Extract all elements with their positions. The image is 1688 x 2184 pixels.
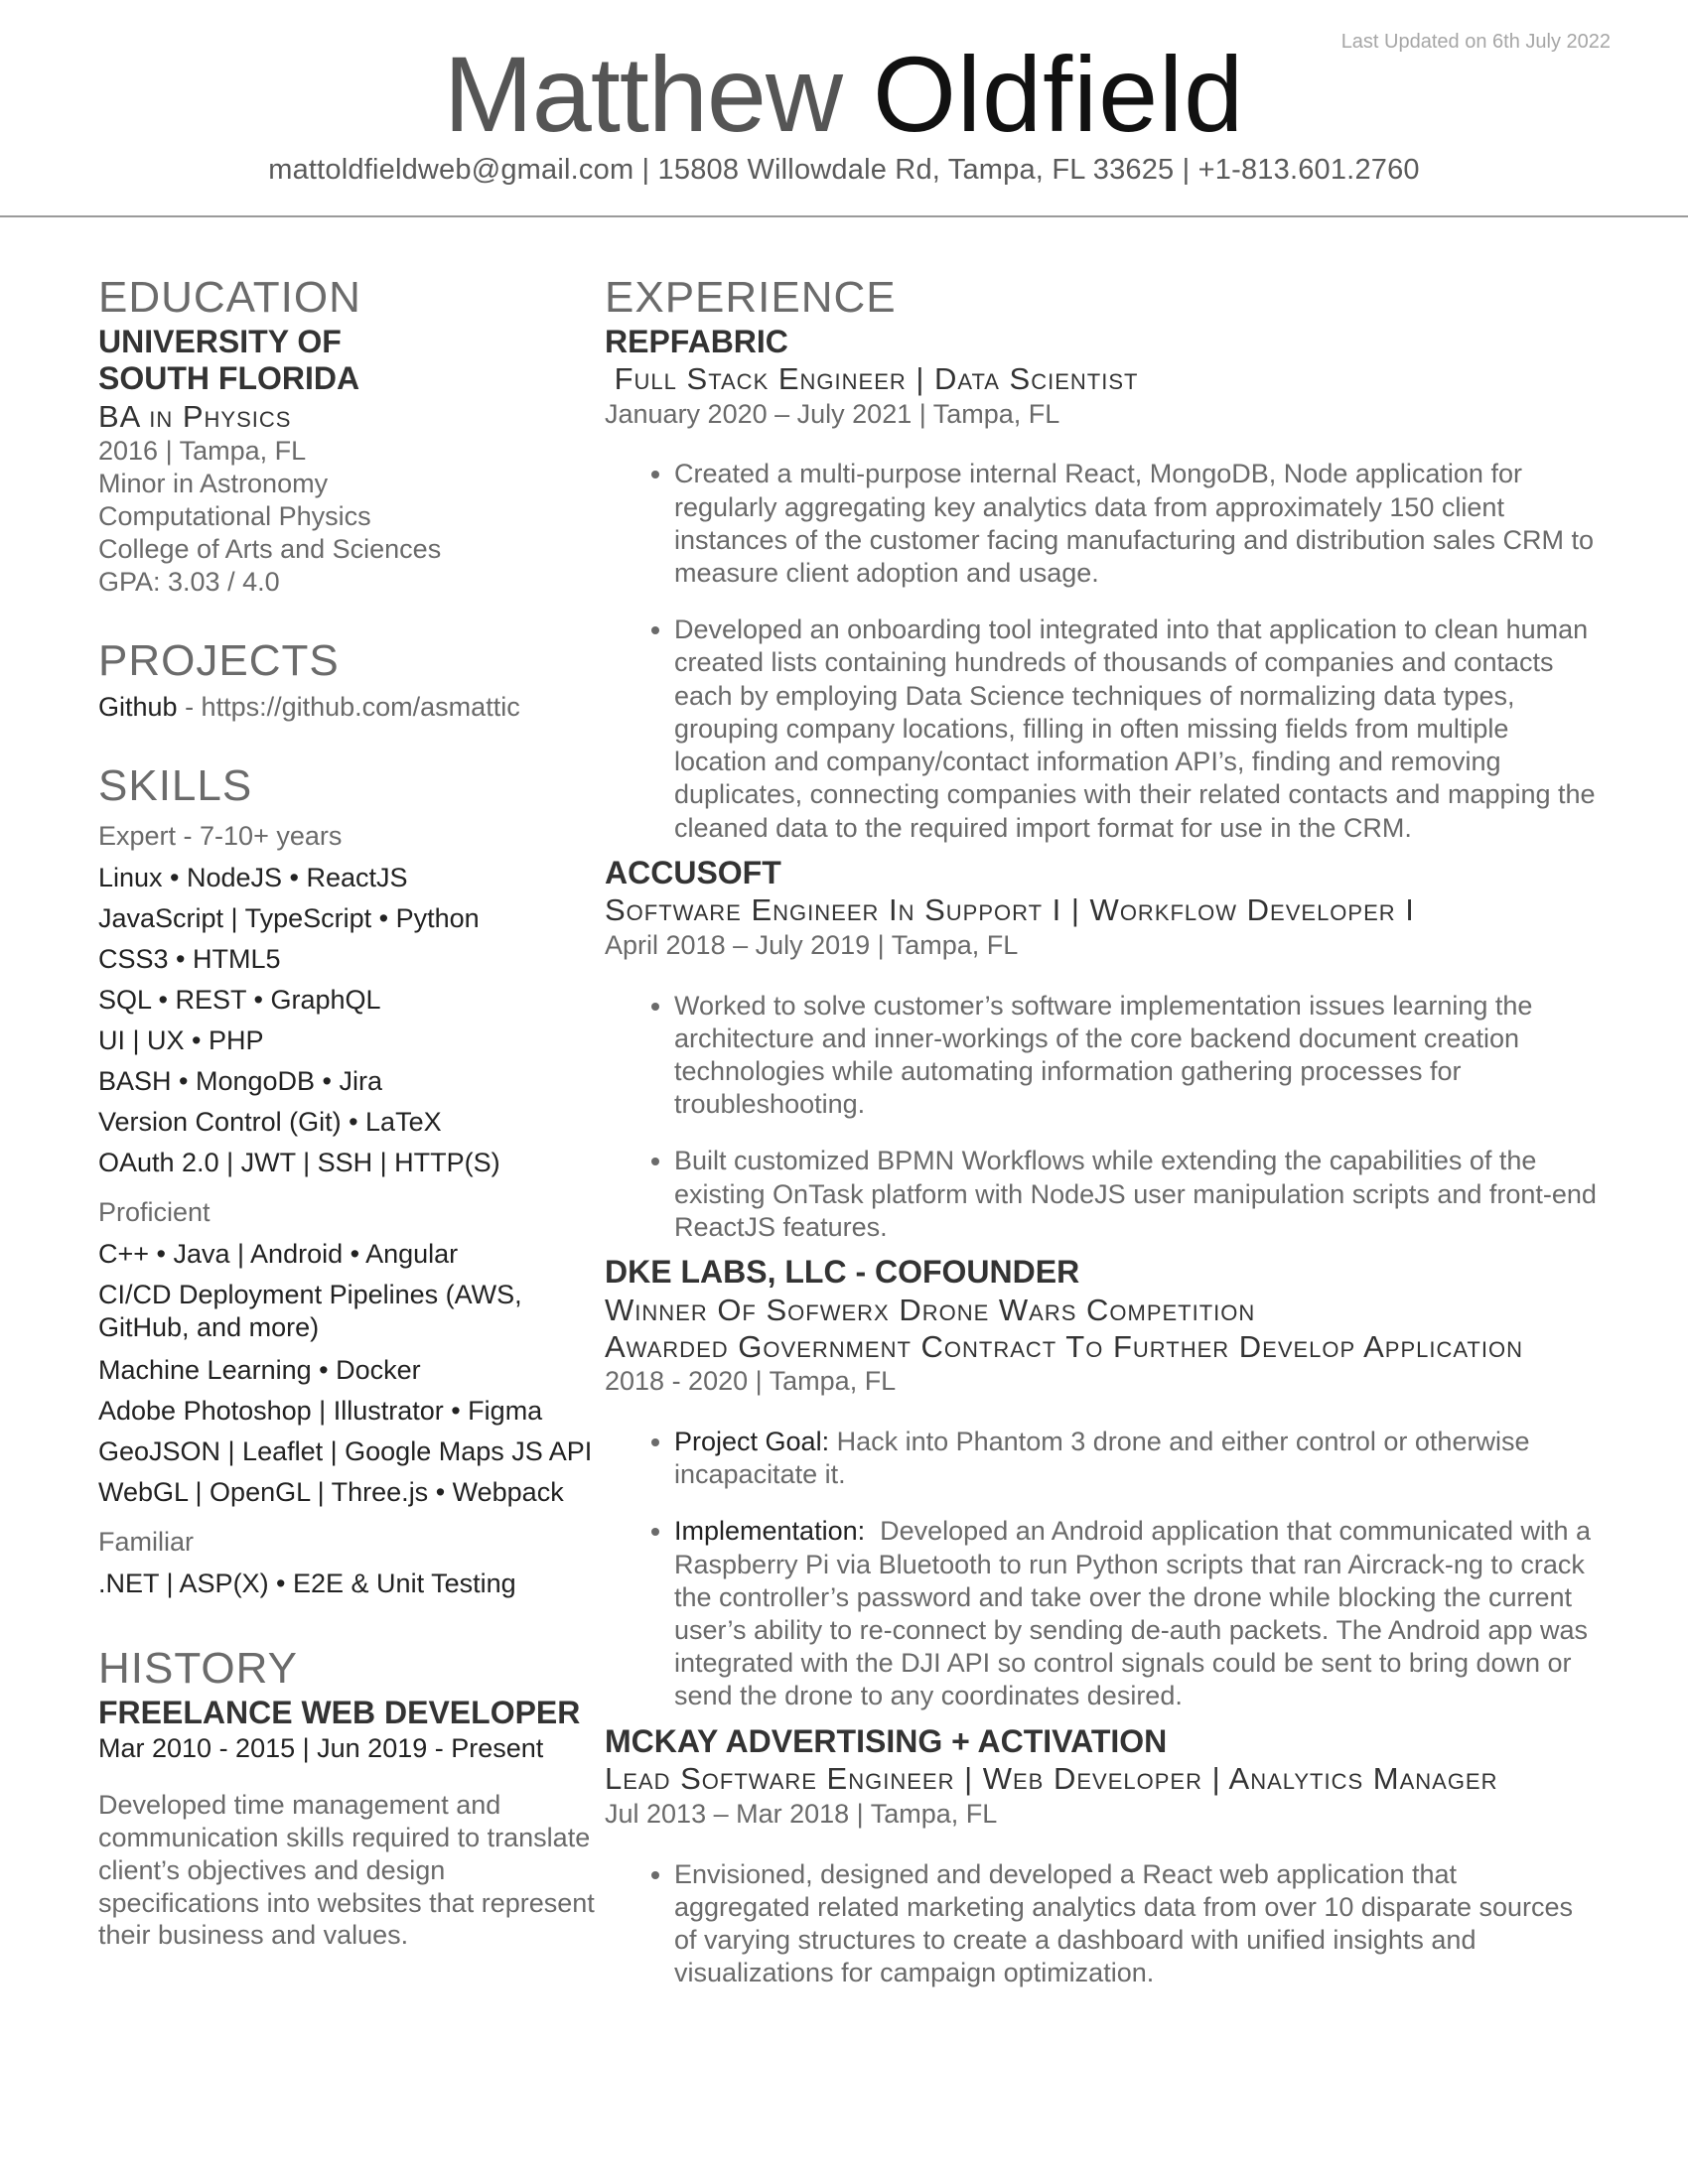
history-role: FREELANCE WEB DEVELOPER: [98, 1695, 581, 1730]
company-name: REPFABRIC: [605, 323, 788, 359]
last-name: Oldfield: [873, 34, 1245, 154]
first-name: Matthew: [443, 34, 842, 154]
list-item: [674, 1145, 1598, 1244]
school-name-line2: SOUTH FLORIDA: [98, 360, 360, 397]
job-mckay: [605, 1723, 1598, 1990]
list-item: [674, 990, 1598, 1122]
company-name: ACCUSOFT: [605, 854, 781, 890]
history-dates: Mar 2010 - 2015 | Jun 2019 - Present: [98, 1732, 544, 1763]
github-line: [98, 691, 595, 724]
bullet-text: Envisioned, designed and developed a React web application that aggregated related marketing analytics data from over 10 disparate sources of varying structures to create a dashboard with unified insights and visualizations for campaign optimization.: [674, 1858, 1574, 1988]
bullet-label: Implementation:: [674, 1516, 866, 1547]
job-dates: January 2020 – July 2021 | Tampa, FL: [605, 398, 1060, 429]
bullet-text: Hack into Phantom 3 drone and either control or otherwise incapacitate it.: [674, 1427, 1537, 1490]
skill-line: Adobe Photoshop | Illustrator • Figma: [98, 1396, 543, 1427]
job-accusoft: [605, 855, 1598, 1244]
skill-line: Linux • NodeJS • ReactJS: [98, 863, 408, 893]
list-item: [674, 1858, 1598, 1990]
education-detail: Minor in Astronomy: [98, 469, 329, 499]
bullet-text: Worked to solve customer’s software implementation issues learning the architecture and inner-workings of the core backend document creation technologies while automating information gathering processes for troubleshooting.: [674, 990, 1533, 1120]
right-column: [605, 273, 1598, 2013]
skill-line: JavaScript | TypeScript • Python: [98, 903, 480, 934]
school-name-line1: UNIVERSITY OF: [98, 323, 342, 359]
skill-line: SQL • REST • GraphQL: [98, 985, 381, 1016]
education-section: [98, 273, 595, 599]
list-item: [674, 1515, 1598, 1712]
education-detail: 2016 | Tampa, FL: [98, 436, 307, 467]
skills-expert-label: Expert - 7-10+ years: [98, 821, 343, 852]
skill-line: OAuth 2.0 | JWT | SSH | HTTP(S): [98, 1148, 500, 1178]
skill-line: UI | UX • PHP: [98, 1025, 264, 1056]
bullet-text: Developed an Android application that communicated with a Raspberry Pi via Bluetooth to run Python scripts that ran Aircrack-ng to crack the controller’s password and take over the drone while blocking the current user’s ability to re-connect by sending de-auth packets. The Android app was integrated with the DJI API so control signals could be sent to bring down or send the drone to any coordinates desired.: [674, 1516, 1599, 1711]
resume-header: [0, 34, 1688, 187]
skill-line: C++ • Java | Android • Angular: [98, 1239, 459, 1270]
bullet-text: Developed an onboarding tool integrated into that application to clean human created lists containing hundreds of thousands of companies and contacts each by employing Data Science techniques of normalizing data types, grouping company locations, filling in often missing fields from multiple location and company/contact information API’s, finding and removing duplicates, connecting companies with their related contacts and mapping the cleaned data to the required import format for use in the CRM.: [674, 614, 1596, 843]
skill-line: GeoJSON | Leaflet | Google Maps JS API: [98, 1436, 593, 1467]
bullet-text: Built customized BPMN Workflows while extending the capabilities of the existing OnTask platform with NodeJS user manipulation scripts and front-end ReactJS features.: [674, 1146, 1597, 1242]
job-dke-labs: [605, 1254, 1598, 1713]
projects-title: PROJECTS: [98, 635, 340, 685]
job-role: Awarded Government Contract To Further Develop Application: [605, 1328, 1523, 1364]
experience-title: EXPERIENCE: [605, 273, 897, 322]
bullet-text: Created a multi-purpose internal React, MongoDB, Node application for regularly aggregating key analytics data from approximately 150 client instances of the customer facing manufacturing and distribution sales CRM to measure client adoption and usage.: [674, 459, 1594, 589]
last-updated: Last Updated on 6th July 2022: [1340, 31, 1611, 53]
skill-line: CI/CD Deployment Pipelines (AWS, GitHub, and more): [98, 1280, 522, 1343]
history-description: Developed time management and communication skills required to translate client’s objectives and design specifications into websites that represent their business and values.: [98, 1789, 595, 1951]
list-item: [674, 458, 1598, 590]
github-link[interactable]: - https://github.com/asmattic: [177, 691, 520, 722]
education-detail: GPA: 3.03 / 4.0: [98, 567, 280, 598]
projects-section: [98, 636, 595, 724]
job-bullets: [605, 1426, 1598, 1713]
skill-line: WebGL | OpenGL | Three.js • Webpack: [98, 1477, 564, 1508]
header-divider: [0, 215, 1688, 217]
bullet-label: Project Goal:: [674, 1427, 830, 1457]
degree: BA in Physics: [98, 399, 292, 435]
job-dates: Jul 2013 – Mar 2018 | Tampa, FL: [605, 1798, 998, 1829]
job-bullets: [605, 1858, 1598, 1990]
company-name: DKE LABS, LLC - COFOUNDER: [605, 1254, 1080, 1290]
full-name: [0, 34, 1688, 154]
education-detail: College of Arts and Sciences: [98, 534, 442, 565]
education-title: EDUCATION: [98, 273, 361, 322]
job-repfabric: [605, 324, 1598, 845]
list-item: [674, 614, 1598, 844]
job-role: Winner Of Sofwerx Drone Wars Competition: [605, 1292, 1256, 1327]
left-column: [98, 273, 595, 1952]
skill-line: Version Control (Git) • LaTeX: [98, 1107, 442, 1138]
skills-proficient-label: Proficient: [98, 1197, 211, 1228]
history-section: [98, 1644, 595, 1952]
company-name: MCKAY ADVERTISING + ACTIVATION: [605, 1722, 1168, 1759]
job-bullets: [605, 990, 1598, 1244]
history-title: HISTORY: [98, 1644, 298, 1694]
skill-line: CSS3 • HTML5: [98, 944, 281, 975]
skill-line: .NET | ASP(X) • E2E & Unit Testing: [98, 1569, 516, 1599]
job-role: Full Stack Engineer | Data Scientist: [605, 361, 1139, 397]
skill-line: Machine Learning • Docker: [98, 1355, 421, 1386]
job-role: Software Engineer In Support I | Workflow Developer I: [605, 892, 1415, 928]
github-label: Github: [98, 691, 178, 722]
contact-line: mattoldfieldweb@gmail.com | 15808 Willowdale Rd, Tampa, FL 33625 | +1-813.601.2760: [268, 154, 1420, 187]
skills-section: [98, 761, 595, 1605]
job-dates: April 2018 – July 2019 | Tampa, FL: [605, 929, 1019, 960]
job-role: Lead Software Engineer | Web Developer | Analytics Manager: [605, 1761, 1498, 1797]
job-bullets: [605, 458, 1598, 844]
skills-title: SKILLS: [98, 760, 253, 810]
list-item: [674, 1426, 1598, 1491]
skill-line: BASH • MongoDB • Jira: [98, 1066, 383, 1097]
education-detail: Computational Physics: [98, 501, 371, 532]
skills-familiar-label: Familiar: [98, 1527, 195, 1558]
job-dates: 2018 - 2020 | Tampa, FL: [605, 1366, 897, 1397]
